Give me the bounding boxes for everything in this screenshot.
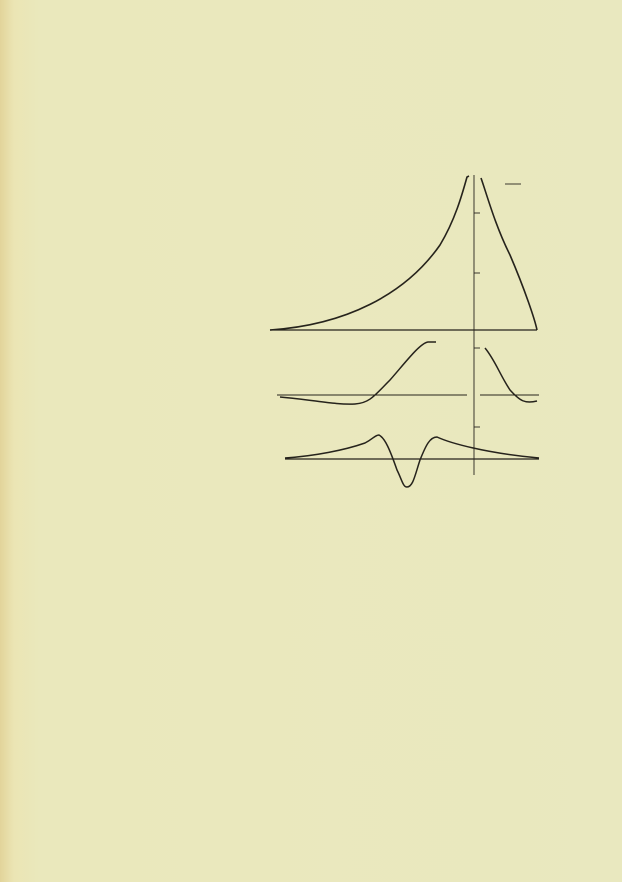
top-curve-right <box>481 178 537 330</box>
top-curve-left <box>270 176 469 330</box>
figure-49-plot <box>255 175 565 495</box>
